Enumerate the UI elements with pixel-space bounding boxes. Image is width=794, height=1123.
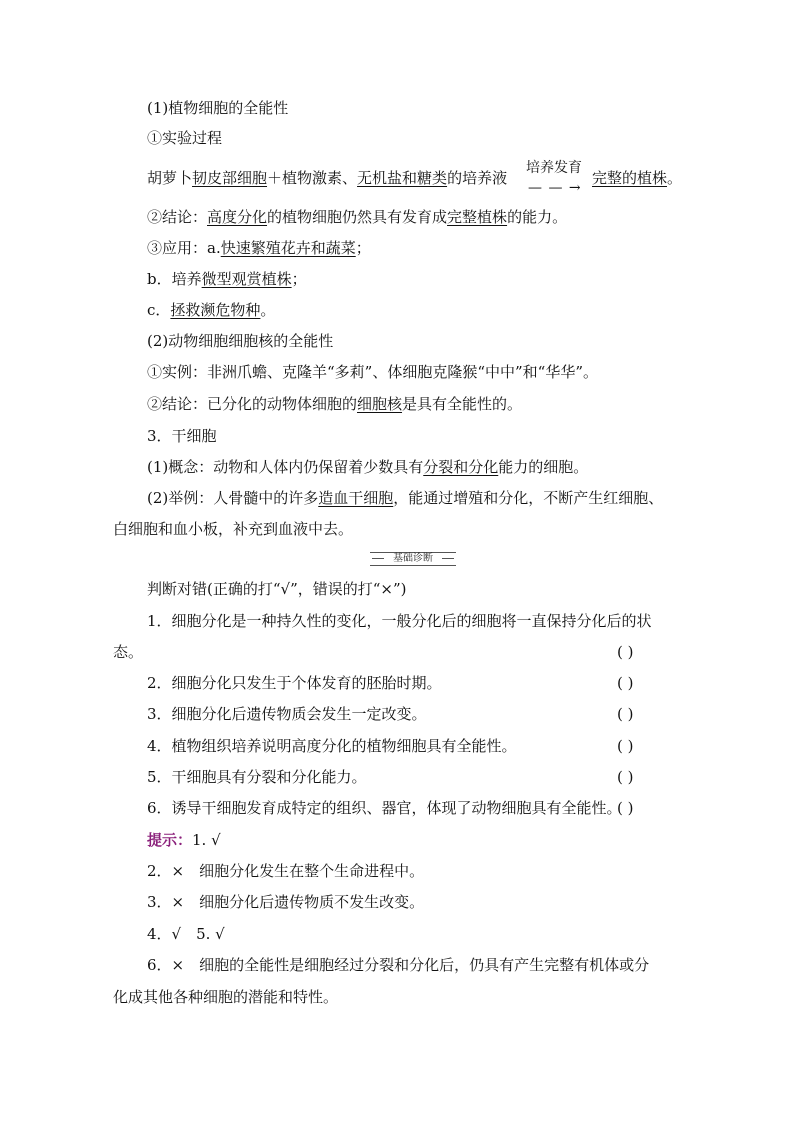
application-c	[147, 300, 275, 320]
text: c．	[147, 301, 171, 319]
text: (1)概念：动物和人体内仍保留着少数具有	[147, 458, 424, 476]
text: 胡萝卜	[147, 169, 193, 187]
text: ②结论：	[147, 208, 208, 226]
arrow-icon: — — →	[528, 180, 582, 196]
heading-stem-cells: 3．干细胞	[147, 427, 217, 445]
application-b	[147, 269, 307, 289]
answer-blank: ( )	[617, 768, 634, 786]
underlined-term: 造血干细胞	[318, 489, 394, 507]
process-arrow	[526, 160, 592, 196]
underlined-term: 完整的植株	[592, 169, 668, 187]
judge-title: 判断对错(正确的打“√”，错误的打“×”)	[147, 580, 407, 598]
text: ；	[355, 239, 371, 257]
question-3: 3．细胞分化后遗传物质会发生一定改变。	[147, 705, 427, 723]
text: 是具有全能性的。	[402, 395, 523, 413]
experiment-line	[147, 168, 507, 188]
underlined-term: 拯救濒危物种	[170, 301, 261, 319]
text: 的培养液	[447, 169, 508, 187]
question-5: 5．干细胞具有分裂和分化能力。	[147, 768, 367, 786]
underlined-term: 无机盐和糖类	[357, 169, 448, 187]
text: ；	[291, 270, 307, 288]
arrow-label: 培养发育	[526, 160, 582, 176]
application-a	[147, 238, 371, 258]
text: ③应用：a.	[147, 239, 221, 257]
experiment-result	[592, 168, 682, 188]
answer-blank: ( )	[617, 799, 634, 817]
text: b．培养	[147, 270, 202, 288]
answer-blank: ( )	[617, 705, 634, 723]
answer-blank: ( )	[617, 674, 634, 692]
text: 的植物细胞仍然具有发育成	[267, 208, 448, 226]
underlined-term: 快速繁殖花卉和蔬菜	[220, 239, 356, 257]
text: 能力的细胞。	[498, 458, 589, 476]
hint-label: 提示：	[147, 831, 193, 849]
question-4: 4．植物组织培养说明高度分化的植物细胞具有全能性。	[147, 737, 517, 755]
answer-3: 3．× 细胞分化后遗传物质不发生改变。	[147, 893, 425, 911]
examples-line: ①实例：非洲爪蟾、克隆羊“多莉”、体细胞克隆猴“中中”和“华华”。	[147, 363, 599, 381]
underlined-term: 细胞核	[357, 395, 403, 413]
answer-blank: ( )	[617, 737, 634, 755]
text: 。	[667, 169, 683, 187]
underlined-term: 韧皮部细胞	[192, 169, 268, 187]
heading-animal-nucleus: (2)动物细胞细胞核的全能性	[147, 332, 334, 350]
answer-blank: ( )	[617, 643, 634, 661]
answer-4-5: 4．√ 5. √	[147, 925, 225, 943]
text: (2)举例：人骨髓中的许多	[147, 489, 319, 507]
banner-label: 基础诊断	[393, 553, 433, 564]
stem-cell-concept	[147, 457, 588, 477]
animal-conclusion	[147, 394, 522, 414]
heading-plant-totipotency: (1)植物细胞的全能性	[147, 99, 289, 117]
stem-cell-example	[147, 488, 663, 508]
answer-6-cont: 化成其他各种细胞的潜能和特性。	[113, 988, 339, 1006]
underlined-term: 高度分化	[207, 208, 268, 226]
subheading-experiment: ①实验过程	[147, 129, 223, 147]
question-1: 1．细胞分化是一种持久性的变化，一般分化后的细胞将一直保持分化后的状	[147, 612, 652, 630]
answer-6: 6．× 细胞的全能性是细胞经过分裂和分化后，仍具有产生完整有机体或分	[147, 956, 650, 974]
underlined-term: 微型观赏植株	[201, 270, 292, 288]
conclusion-line	[147, 207, 567, 227]
stem-cell-example-cont: 白细胞和血小板，补充到血液中去。	[113, 520, 354, 538]
hint-line-1	[147, 830, 221, 850]
question-2: 2．细胞分化只发生于个体发育的胚胎时期。	[147, 674, 442, 692]
question-1-cont: 态。	[113, 643, 144, 661]
question-6: 6．诱导干细胞发育成特定的组织、器官，体现了动物细胞具有全能性。	[147, 799, 622, 817]
text: ②结论：已分化的动物体细胞的	[147, 395, 358, 413]
text: ，能通过增殖和分化，不断产生红细胞、	[393, 489, 664, 507]
text: ＋植物激素、	[267, 169, 358, 187]
section-banner	[370, 552, 456, 566]
text: 的能力。	[507, 208, 568, 226]
text: 。	[260, 301, 276, 319]
answer-2: 2．× 细胞分化发生在整个生命进程中。	[147, 862, 425, 880]
answer-1: 1. √	[192, 831, 221, 849]
underlined-term: 完整植株	[447, 208, 508, 226]
underlined-term: 分裂和分化	[423, 458, 499, 476]
